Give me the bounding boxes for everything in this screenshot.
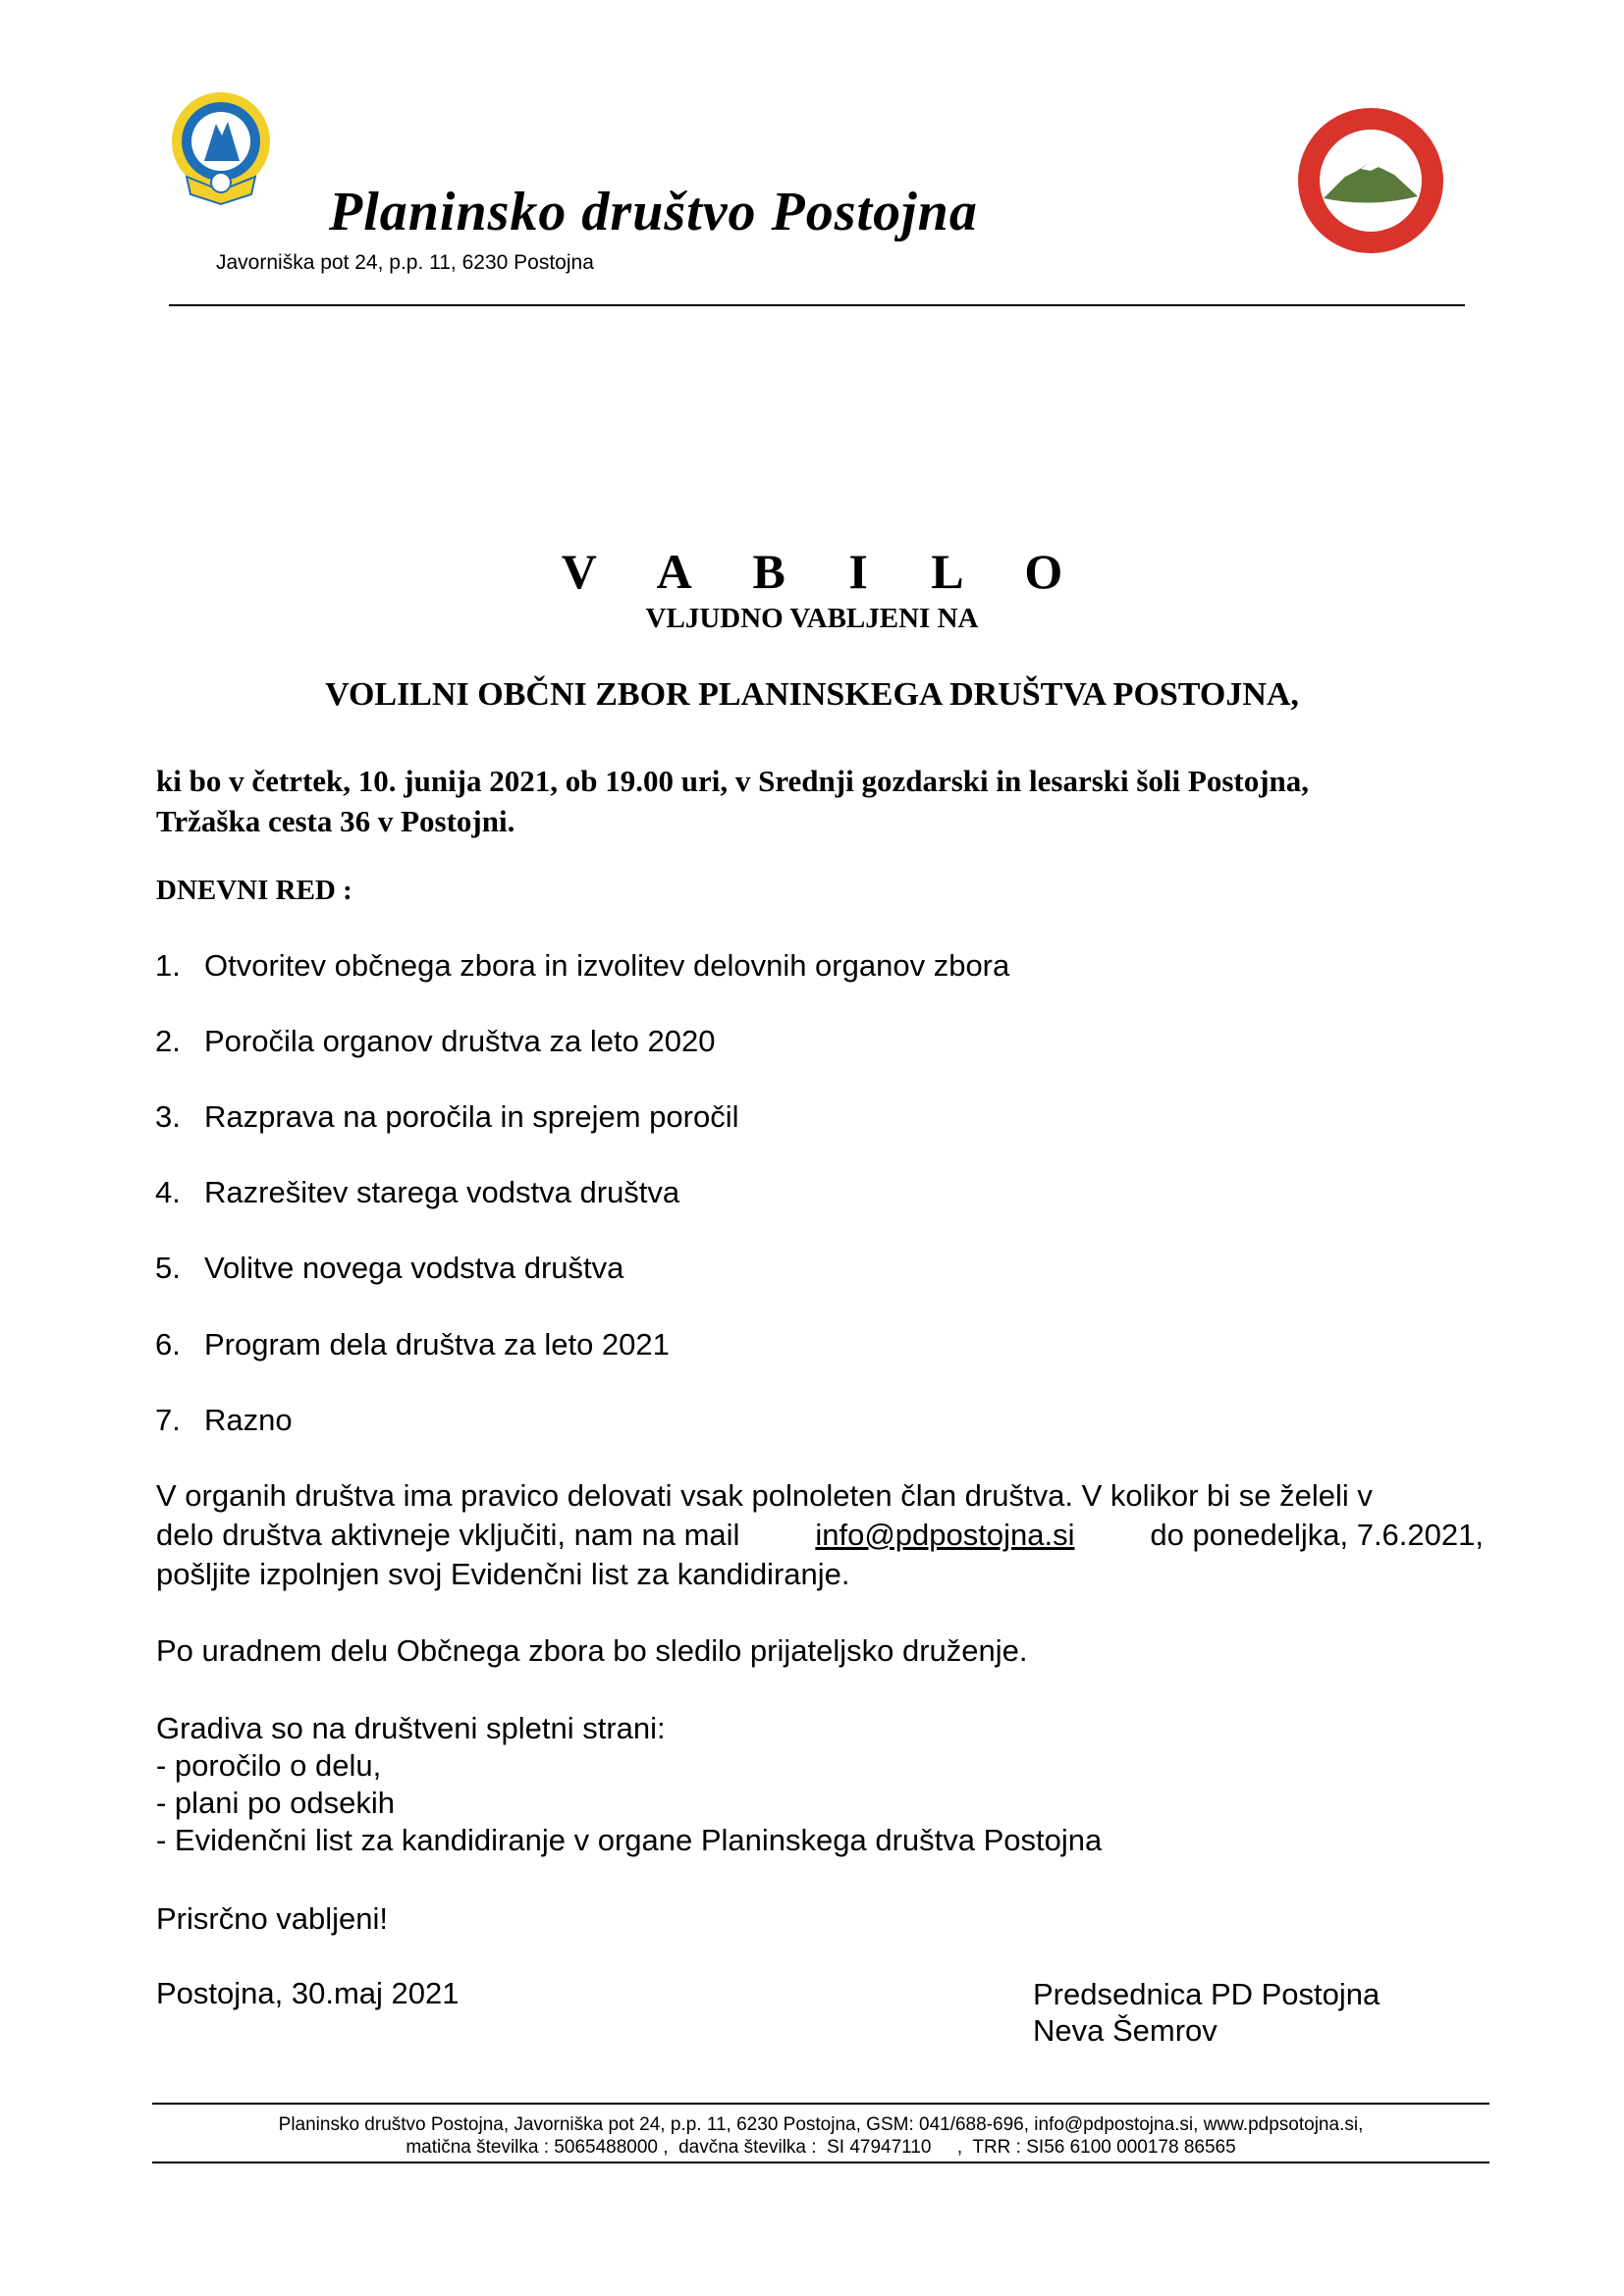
pzs-logo (157, 86, 285, 214)
materials-item: - plani po odsekih (156, 1786, 395, 1820)
agenda-heading: DNEVNI RED : (156, 875, 352, 906)
social-paragraph: Po uradnem delu Občnega zbora bo sledilo prijateljsko druženje. (156, 1633, 1028, 1668)
signature-name: Neva Šemrov (1033, 2013, 1218, 2048)
agenda-item-number: 7. (155, 1403, 181, 1437)
pd-postojna-logo (1296, 106, 1445, 255)
agenda-item-number: 1. (155, 948, 181, 983)
materials-item: - Evidenčni list za kandidiranje v organe Planinskega društva Postojna (156, 1823, 1103, 1857)
agenda-item-text: Razprava na poročila in sprejem poročil (204, 1099, 739, 1134)
agenda-item-text: Otvoritev občnega zbora in izvolitev delovnih organov zbora (204, 948, 1010, 983)
eligibility-line2 (156, 1516, 1484, 1555)
footer (152, 2113, 1489, 2159)
org-title: Planinsko društvo Postojna (329, 182, 978, 242)
footer-line1: Planinsko društvo Postojna, Javorniška pot 24, p.p. 11, 6230 Postojna, GSM: 041/688-696, info@pdpostojna.si, www.pdpsotojna.si, (278, 2114, 1364, 2135)
materials-heading: Gradiva so na društveni spletni strani: (156, 1711, 666, 1745)
agenda-item-text: Poročila organov društva za leto 2020 (204, 1024, 716, 1058)
eligibility-paragraph (156, 1476, 1484, 1594)
agenda-item (155, 1175, 679, 1210)
materials-section (156, 1710, 1484, 1859)
agenda-item (155, 1403, 293, 1438)
event-details-line1: ki bo v četrtek, 10. junija 2021, ob 19.00 uri, v Srednji gozdarski in lesarski šoli Postojna, (156, 764, 1310, 798)
footer-divider-bottom (152, 2162, 1489, 2163)
footer-divider-top (152, 2103, 1489, 2105)
invitation-subtitle: VLJUDNO VABLJENI NA (645, 603, 979, 634)
agenda-item (155, 948, 1009, 984)
agenda-item (155, 1099, 738, 1135)
materials-item: - poročilo o delu, (156, 1748, 382, 1783)
agenda-item-text: Program dela društva za leto 2021 (204, 1327, 670, 1362)
signature-role: Predsednica PD Postojna (1033, 1977, 1380, 2011)
agenda-item-number: 3. (155, 1099, 181, 1134)
event-details (156, 761, 1482, 841)
place-date: Postojna, 30.maj 2021 (156, 1976, 460, 2010)
agenda-item-text: Volitve novega vodstva društva (204, 1251, 624, 1285)
agenda-item-number: 4. (155, 1175, 181, 1209)
eligibility-line2-start: delo društva aktivneje vključiti, nam na mail (156, 1518, 740, 1552)
invitation-title: V A B I L O (561, 544, 1089, 599)
signature-block (1033, 1976, 1380, 2049)
eligibility-line1: V organih društva ima pravico delovati vsak polnoleten član društva. V kolikor bi se želeli v (156, 1478, 1373, 1513)
org-address: Javorniška pot 24, p.p. 11, 6230 Postojna (216, 251, 594, 274)
footer-line2: matična številka : 5065488000 , davčna številka : SI 47947110 , TRR : SI56 6100 000178 86565 (406, 2137, 1236, 2158)
event-details-line2: Tržaška cesta 36 v Postojni. (156, 804, 515, 838)
closing-greeting: Prisrčno vabljeni! (156, 1901, 389, 1936)
agenda-item-number: 6. (155, 1327, 181, 1362)
header-divider (169, 304, 1465, 306)
agenda-item (155, 1024, 715, 1059)
agenda-item-number: 2. (155, 1024, 181, 1058)
pd-postojna-logo-graphic (1296, 106, 1445, 255)
pzs-logo-graphic (157, 86, 285, 214)
agenda-item-text: Razrešitev starega vodstva društva (204, 1175, 680, 1209)
agenda-item-number: 5. (155, 1251, 181, 1285)
agenda-item (155, 1251, 623, 1286)
agenda-item (155, 1327, 670, 1362)
eligibility-line3: pošljite izpolnjen svoj Evidenčni list za kandidiranje. (156, 1557, 850, 1591)
email-link[interactable]: info@pdpostojna.si (815, 1518, 1075, 1552)
assembly-title: VOLILNI OBČNI ZBOR PLANINSKEGA DRUŠTVA POSTOJNA, (325, 676, 1299, 713)
eligibility-line2-end: do ponedeljka, 7.6.2021, (1150, 1518, 1484, 1552)
agenda-item-text: Razno (204, 1403, 293, 1437)
